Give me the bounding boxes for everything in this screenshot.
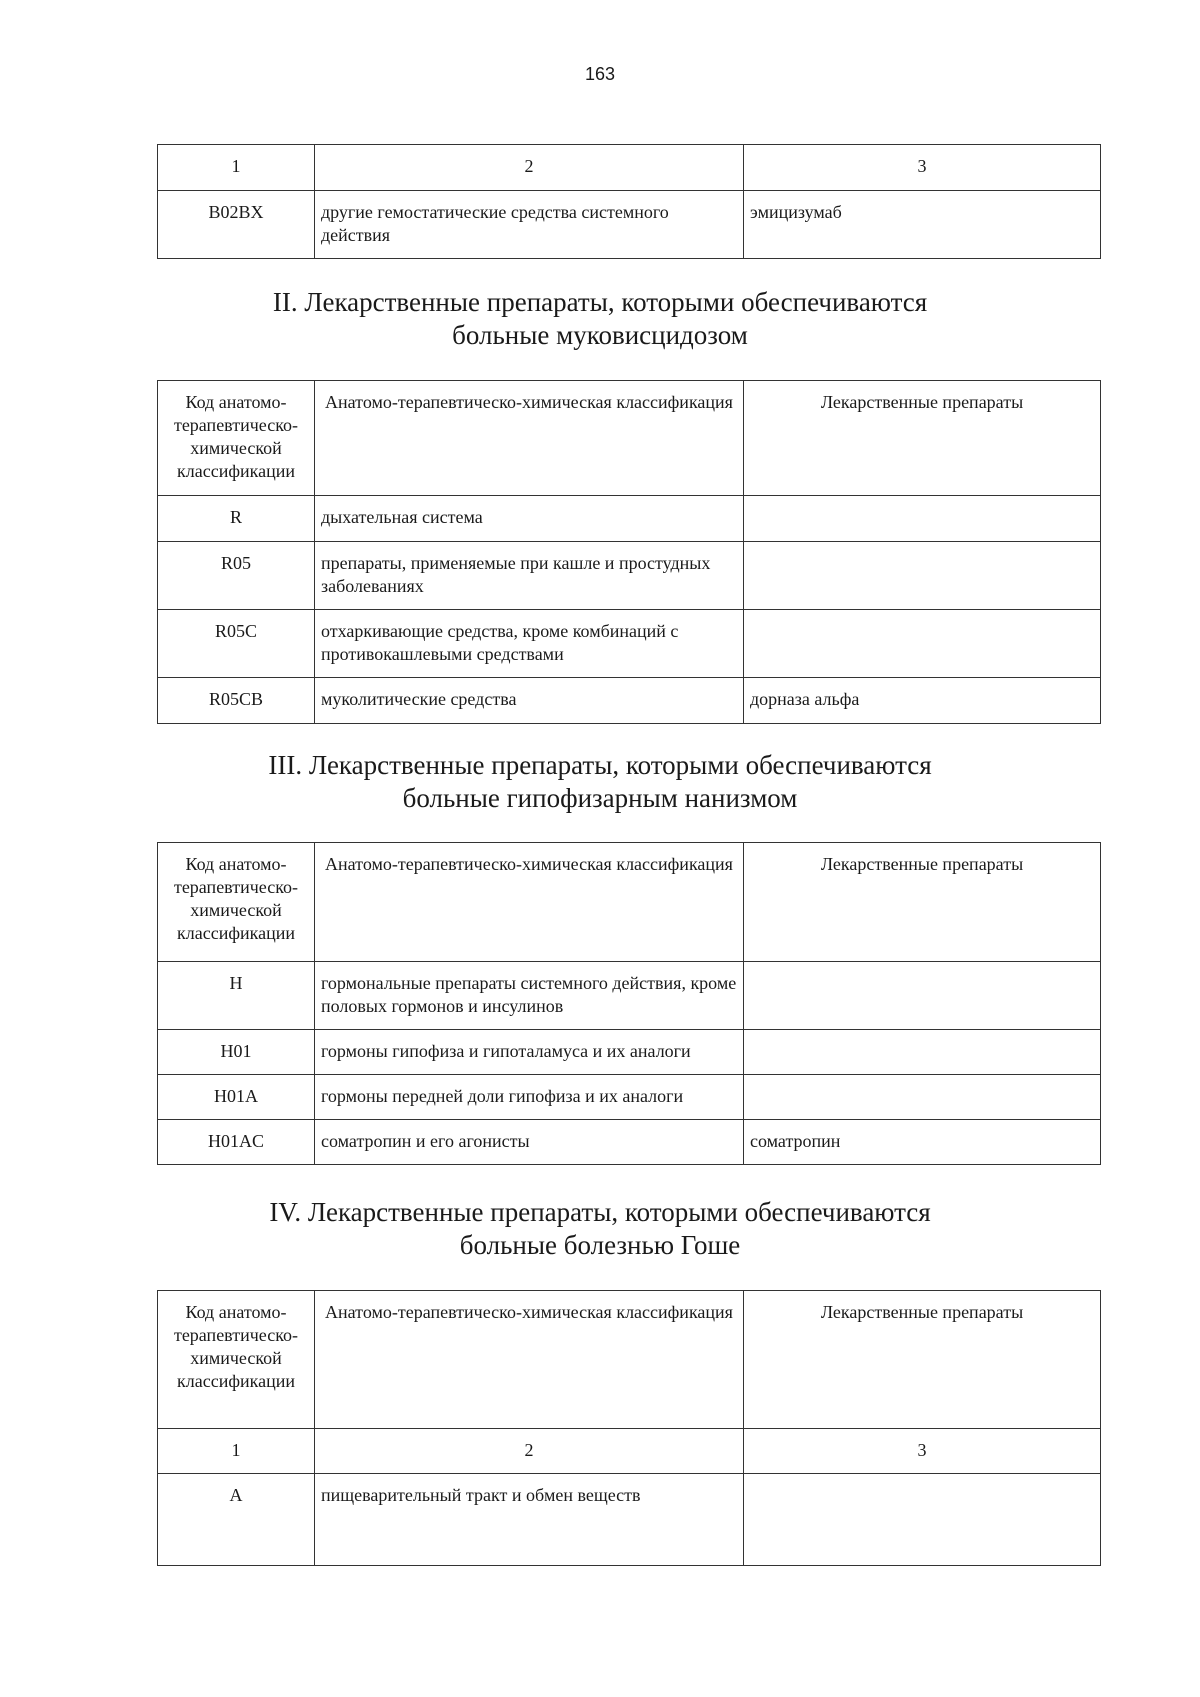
- section-title: IV. Лекарственные препараты, которыми обеспечиваются больные болезнью Гоше: [269, 1197, 931, 1260]
- drug-cell: [744, 1075, 1101, 1120]
- table-row: [158, 678, 1101, 724]
- drug-cell: [744, 542, 1101, 610]
- drug-cell: [744, 610, 1101, 678]
- atc-code-cell: H01A: [158, 1075, 315, 1120]
- classification-cell: гормоны передней доли гипофиза и их аналоги: [315, 1075, 744, 1120]
- drug-cell: [744, 1474, 1101, 1566]
- header-code-cell: Код анатомо-терапевтическо-химической классификации: [158, 843, 315, 962]
- classification-cell: муколитические средства: [315, 678, 744, 724]
- header-code-cell: Код анатомо-терапевтическо-химической классификации: [158, 1291, 315, 1429]
- header-classification-cell: Анатомо-терапевтическо-химическая классификация: [315, 843, 744, 962]
- classification-cell: отхаркивающие средства, кроме комбинаций с противокашлевыми средствами: [315, 610, 744, 678]
- table-row: [158, 145, 1101, 191]
- column-number-cell: 2: [315, 1429, 744, 1474]
- atc-code-cell: R05CB: [158, 678, 315, 724]
- table-row: [158, 1474, 1101, 1566]
- classification-cell: дыхательная система: [315, 496, 744, 542]
- table-row: [158, 191, 1101, 259]
- atc-code-cell: R05: [158, 542, 315, 610]
- column-number-cell: 3: [744, 1429, 1101, 1474]
- header-drugs-cell: Лекарственные препараты: [744, 1291, 1101, 1429]
- table-row: [158, 1429, 1101, 1474]
- table-row: [158, 962, 1101, 1030]
- cystic-fibrosis-table: [157, 380, 1101, 724]
- atc-code-cell: R05C: [158, 610, 315, 678]
- header-classification-cell: Анатомо-терапевтическо-химическая классификация: [315, 381, 744, 496]
- column-number-cell: 2: [315, 145, 744, 191]
- table-header-row: [158, 843, 1101, 962]
- atc-code-cell: H01AC: [158, 1120, 315, 1165]
- table-row: [158, 1120, 1101, 1165]
- atc-code-cell: B02BX: [158, 191, 315, 259]
- table-row: [158, 1075, 1101, 1120]
- section-title: III. Лекарственные препараты, которыми обеспечиваются больные гипофизарным нанизмом: [268, 750, 932, 813]
- gaucher-disease-table: [157, 1290, 1101, 1566]
- column-number-cell: 1: [158, 1429, 315, 1474]
- drug-cell: эмицизумаб: [744, 191, 1101, 259]
- section-title: II. Лекарственные препараты, которыми обеспечиваются больные муковисцидозом: [272, 287, 928, 350]
- header-code-cell: Код анатомо-терапевтическо-химической классификации: [158, 381, 315, 496]
- drug-cell: [744, 962, 1101, 1030]
- classification-cell: гормоны гипофиза и гипоталамуса и их аналоги: [315, 1030, 744, 1075]
- atc-code-cell: A: [158, 1474, 315, 1566]
- table-header-row: [158, 381, 1101, 496]
- atc-code-cell: H01: [158, 1030, 315, 1075]
- column-number-cell: 1: [158, 145, 315, 191]
- table-row: [158, 542, 1101, 610]
- table-header-row: [158, 1291, 1101, 1429]
- classification-cell: препараты, применяемые при кашле и простудных заболеваниях: [315, 542, 744, 610]
- column-number-cell: 3: [744, 145, 1101, 191]
- drug-cell: [744, 496, 1101, 542]
- table-row: [158, 496, 1101, 542]
- pituitary-nanism-table: [157, 842, 1101, 1165]
- table-row: [158, 610, 1101, 678]
- drug-cell: соматропин: [744, 1120, 1101, 1165]
- page-number: 163: [584, 64, 616, 84]
- atc-code-cell: H: [158, 962, 315, 1030]
- table-row: [158, 1030, 1101, 1075]
- drug-cell: дорназа альфа: [744, 678, 1101, 724]
- header-drugs-cell: Лекарственные препараты: [744, 381, 1101, 496]
- atc-code-cell: R: [158, 496, 315, 542]
- classification-cell: другие гемостатические средства системного действия: [315, 191, 744, 259]
- classification-cell: гормональные препараты системного действия, кроме половых гормонов и инсулинов: [315, 962, 744, 1030]
- drug-cell: [744, 1030, 1101, 1075]
- header-drugs-cell: Лекарственные препараты: [744, 843, 1101, 962]
- continuation-table: [157, 144, 1101, 259]
- classification-cell: соматропин и его агонисты: [315, 1120, 744, 1165]
- header-classification-cell: Анатомо-терапевтическо-химическая классификация: [315, 1291, 744, 1429]
- classification-cell: пищеварительный тракт и обмен веществ: [315, 1474, 744, 1566]
